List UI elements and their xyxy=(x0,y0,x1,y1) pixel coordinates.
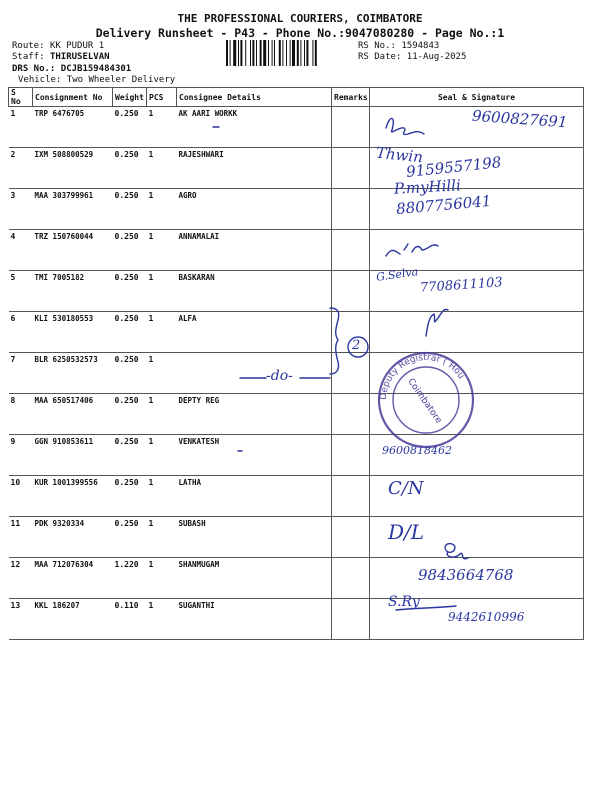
cell-consignee: ALFA xyxy=(177,312,332,353)
staff-line xyxy=(12,52,110,62)
cell-signature xyxy=(370,230,584,271)
cell-consignment-no: TRZ 150760044 xyxy=(33,230,113,271)
cell-consignment-no: MAA 303799961 xyxy=(33,189,113,230)
rs-no-value: 1594843 xyxy=(401,41,440,51)
cell-consignee xyxy=(177,353,332,394)
cell-weight: 0.250 xyxy=(113,312,147,353)
cell-consignment-no: TMI 7005182 xyxy=(33,271,113,312)
rs-date-line xyxy=(358,52,466,62)
cell-consignee: ANNAMALAI xyxy=(177,230,332,271)
table-row xyxy=(9,312,584,353)
cell-sno: 12 xyxy=(9,558,33,599)
cell-remarks xyxy=(332,558,370,599)
drs-value: DCJB159484301 xyxy=(60,64,132,74)
col-pcs-header: PCS xyxy=(147,88,177,107)
hw-name-row-5: G.Selva xyxy=(375,265,419,284)
table-row xyxy=(9,230,584,271)
table-row xyxy=(9,435,584,476)
barcode-bar xyxy=(226,40,228,66)
cell-remarks xyxy=(332,517,370,558)
rs-no-label: RS No.: xyxy=(358,41,396,51)
cell-remarks xyxy=(332,148,370,189)
cell-signature xyxy=(370,312,584,353)
cell-weight: 0.250 xyxy=(113,230,147,271)
cell-weight: 0.250 xyxy=(113,271,147,312)
cell-remarks xyxy=(332,599,370,640)
col-remarks-header: Remarks xyxy=(332,88,370,107)
cell-consignment-no: MAA 650517406 xyxy=(33,394,113,435)
route-label: Route: xyxy=(12,41,45,51)
barcode-bar xyxy=(292,40,295,66)
table-row xyxy=(9,476,584,517)
hw-phone-row-3: 8807756041 xyxy=(395,191,493,219)
table-header-row xyxy=(9,88,584,107)
hw-phone-row-5: 7708611103 xyxy=(419,275,504,296)
cell-sno: 11 xyxy=(9,517,33,558)
cell-sno: 2 xyxy=(9,148,33,189)
cell-remarks xyxy=(332,312,370,353)
col-weight-header: Weight xyxy=(113,88,147,107)
drs-line xyxy=(12,64,131,74)
cell-weight: 0.110 xyxy=(113,599,147,640)
cell-sno: 9 xyxy=(9,435,33,476)
hw-ditto-row-7: -do- xyxy=(266,368,293,384)
barcode-bar xyxy=(263,40,266,66)
cell-remarks xyxy=(332,476,370,517)
seal-ring-text: Deputy Registrar ( Hou xyxy=(378,352,467,401)
barcode xyxy=(226,40,354,66)
seal-center-text: Coimbatore xyxy=(405,376,444,426)
hw-phone-row-12: 9843664768 xyxy=(418,566,514,584)
cell-pcs: 1 xyxy=(147,435,177,476)
hw-phone-row-13: 9442610996 xyxy=(448,610,525,624)
cell-consignee: AGRO xyxy=(177,189,332,230)
hw-phone-row-2: 9159557198 xyxy=(405,153,503,181)
cell-remarks xyxy=(332,230,370,271)
barcode-bar xyxy=(272,40,273,66)
cell-consignment-no: KKL 186207 xyxy=(33,599,113,640)
cell-remarks xyxy=(332,353,370,394)
cell-consignment-no: KLI 530180553 xyxy=(33,312,113,353)
cell-consignee: SUGANTHI xyxy=(177,599,332,640)
barcode-bar xyxy=(315,40,317,66)
barcode-bar xyxy=(304,40,305,66)
cell-pcs: 1 xyxy=(147,107,177,148)
hw-phone-row-9: 9600818462 xyxy=(382,444,452,457)
barcode-bar xyxy=(240,40,242,66)
cell-sno: 6 xyxy=(9,312,33,353)
table-row xyxy=(9,394,584,435)
hw-note-row-10: C/N xyxy=(388,478,424,499)
table-row xyxy=(9,189,584,230)
vehicle-line xyxy=(18,75,175,85)
cell-weight: 0.250 xyxy=(113,435,147,476)
cell-consignment-no: IXM 508800529 xyxy=(33,148,113,189)
cell-sno: 10 xyxy=(9,476,33,517)
barcode-bar xyxy=(238,40,239,66)
cell-weight: 0.250 xyxy=(113,517,147,558)
cell-remarks xyxy=(332,394,370,435)
cell-pcs: 1 xyxy=(147,189,177,230)
barcode-bar xyxy=(279,40,281,66)
cell-consignee: AK AARI WORKK xyxy=(177,107,332,148)
barcode-bar xyxy=(233,40,236,66)
cell-consignee: LATHA xyxy=(177,476,332,517)
cell-pcs: 1 xyxy=(147,353,177,394)
barcode-bar xyxy=(290,40,291,66)
table-row xyxy=(9,517,584,558)
cell-sno: 4 xyxy=(9,230,33,271)
barcode-bar xyxy=(297,40,299,66)
cell-consignee: SUBASH xyxy=(177,517,332,558)
route-line xyxy=(12,41,104,51)
cell-pcs: 1 xyxy=(147,271,177,312)
cell-pcs: 1 xyxy=(147,558,177,599)
barcode-bar xyxy=(252,40,254,66)
cell-sno: 8 xyxy=(9,394,33,435)
cell-sno: 5 xyxy=(9,271,33,312)
runsheet-subtitle: Delivery Runsheet - P43 - Phone No.:9047080280 - Page No.:1 xyxy=(95,26,505,40)
cell-pcs: 1 xyxy=(147,599,177,640)
company-title: THE PROFESSIONAL COURIERS, COIMBATORE xyxy=(177,12,423,25)
vehicle-value: Two Wheeler Delivery xyxy=(66,75,176,85)
barcode-bar xyxy=(286,40,287,66)
cell-signature xyxy=(370,353,584,394)
hw-phone-row-1: 9600827691 xyxy=(471,106,568,132)
vehicle-label: Vehicle: xyxy=(18,75,62,85)
cell-remarks xyxy=(332,271,370,312)
barcode-bar xyxy=(268,40,269,66)
cell-weight: 0.250 xyxy=(113,394,147,435)
cell-consignment-no: BLR 6250532573 xyxy=(33,353,113,394)
cell-consignment-no: KUR 1001399556 xyxy=(33,476,113,517)
cell-weight: 0.250 xyxy=(113,476,147,517)
hw-name-row-3: P.myHilli xyxy=(393,176,462,198)
cell-weight: 0.250 xyxy=(113,353,147,394)
cell-consignment-no: TRP 6476705 xyxy=(33,107,113,148)
drs-label: DRS No.: xyxy=(12,64,56,74)
barcode-bar xyxy=(306,40,308,66)
hw-name-row-2: Thwin xyxy=(375,143,424,167)
cell-remarks xyxy=(332,189,370,230)
table-row xyxy=(9,353,584,394)
cell-pcs: 1 xyxy=(147,517,177,558)
cell-weight: 0.250 xyxy=(113,189,147,230)
cell-consignment-no: GGN 910853611 xyxy=(33,435,113,476)
barcode-bar xyxy=(245,40,246,66)
cell-sno: 7 xyxy=(9,353,33,394)
col-signature-header: Seal & Signature xyxy=(370,88,584,107)
cell-consignment-no: MAA 712076304 xyxy=(33,558,113,599)
cell-consignee: DEPTY REG xyxy=(177,394,332,435)
cell-sno: 3 xyxy=(9,189,33,230)
staff-label: Staff: xyxy=(12,52,45,62)
cell-pcs: 1 xyxy=(147,230,177,271)
staff-value: THIRUSELVAN xyxy=(49,52,110,62)
barcode-bar xyxy=(282,40,283,66)
col-consignee-header: Consignee Details xyxy=(177,88,332,107)
barcode-bar xyxy=(250,40,251,66)
cell-weight: 0.250 xyxy=(113,148,147,189)
cell-pcs: 1 xyxy=(147,312,177,353)
hw-count-row-7: 2 xyxy=(352,338,361,353)
cell-weight: 1.220 xyxy=(113,558,147,599)
cell-pcs: 1 xyxy=(147,148,177,189)
cell-pcs: 1 xyxy=(147,476,177,517)
cell-sno: 13 xyxy=(9,599,33,640)
col-sno-header: S No xyxy=(9,88,33,107)
rs-date-value: 11-Aug-2025 xyxy=(406,52,467,62)
barcode-bar xyxy=(230,40,231,66)
rs-no-line xyxy=(358,41,439,51)
cell-remarks xyxy=(332,435,370,476)
cell-consignee: RAJESHWARI xyxy=(177,148,332,189)
cell-signature xyxy=(370,394,584,435)
col-consignment-header: Consignment No xyxy=(33,88,113,107)
rs-date-label: RS Date: xyxy=(358,52,402,62)
cell-consignee: VENKATESH xyxy=(177,435,332,476)
cell-remarks xyxy=(332,107,370,148)
cell-sno: 1 xyxy=(9,107,33,148)
hw-name-row-13: S.Ry xyxy=(388,594,420,610)
barcode-bar xyxy=(300,40,301,66)
cell-consignment-no: PDK 9320334 xyxy=(33,517,113,558)
cell-weight: 0.250 xyxy=(113,107,147,148)
cell-consignee: BASKARAN xyxy=(177,271,332,312)
barcode-bar xyxy=(312,40,313,66)
barcode-bar xyxy=(274,40,275,66)
route-value: KK PUDUR 1 xyxy=(49,41,105,51)
barcode-bar xyxy=(260,40,262,66)
cell-pcs: 1 xyxy=(147,394,177,435)
cell-consignee: SHANMUGAM xyxy=(177,558,332,599)
hw-note-row-11: D/L xyxy=(388,520,425,544)
barcode-bar xyxy=(256,40,257,66)
